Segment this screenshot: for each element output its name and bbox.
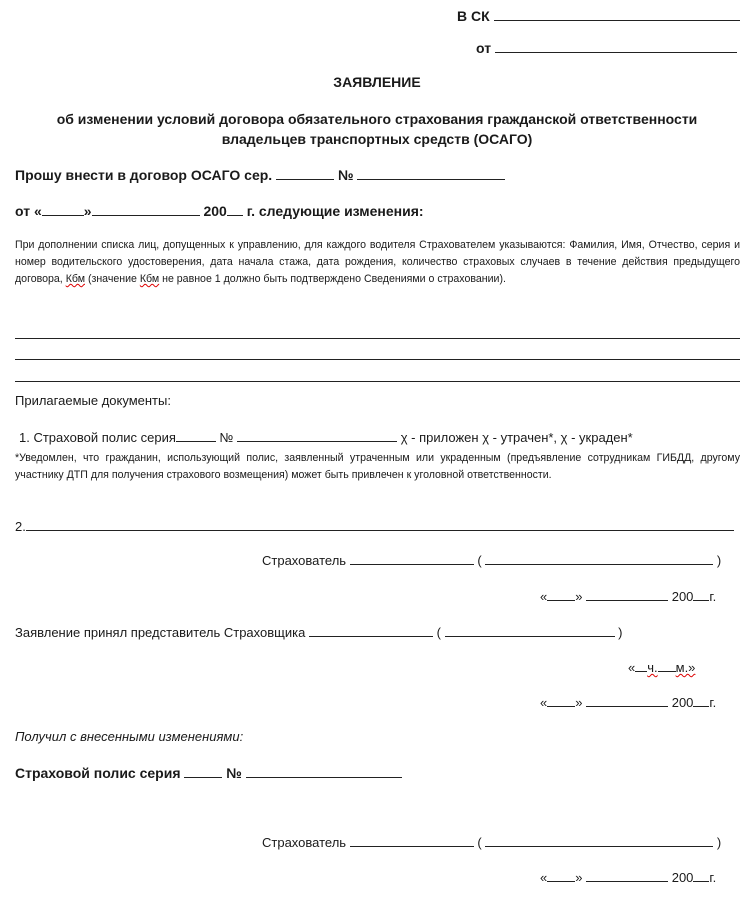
accepted-by-row — [15, 624, 623, 640]
date-open-quote: « — [540, 870, 548, 885]
document-title: ЗАЯВЛЕНИЕ — [333, 74, 421, 90]
final-insured-signature-row — [262, 834, 721, 850]
insured-day-field[interactable] — [547, 588, 575, 601]
year-prefix: 200 — [671, 589, 694, 604]
date-close-quote: » — [575, 589, 583, 604]
liability-footnote: *Уведомлен, что гражданин, использующий полис, заявленный утраченным или украденным (предъявление сотрудникам ГИБДД, другому участнику ДТП для получения страхового возмещения) может быть привлечен к уголовной ответственности. — [15, 452, 740, 481]
time-open-quote: « — [628, 660, 636, 675]
note-part-1: При дополнении списка лиц, допущенных к управлению, для каждого водителя Страхователем указываются: Фамилия, Имя, Отчество, серия и номер водительского удостоверения, дата начала стажа, дата рождения, количество страховых случаев в течение действия предыдущего договора, — [15, 239, 740, 285]
attached-policy-number-field[interactable] — [237, 429, 397, 442]
accepted-time-row — [628, 659, 695, 675]
request-line-2 — [15, 203, 424, 219]
minutes-label: м.» — [675, 660, 696, 675]
contract-day-field[interactable] — [42, 203, 84, 216]
document-subtitle-line2: владельцев транспортных средств (ОСАГО) — [221, 131, 533, 147]
applicant-name-field[interactable] — [495, 40, 737, 53]
to-insurer-label: В СК — [457, 8, 490, 24]
insured-name-field[interactable] — [485, 552, 713, 565]
year-suffix: г. — [709, 695, 717, 710]
kbm-term: Кбм — [139, 273, 160, 285]
number-sign: № — [219, 430, 234, 445]
insured-signature-row — [262, 552, 721, 568]
received-policy-number-field[interactable] — [246, 765, 402, 778]
insurer-name-field[interactable] — [494, 8, 740, 21]
final-insured-name-field[interactable] — [485, 834, 713, 847]
note-part-3: не равное 1 должно быть подтверждено Сведениями о страховании). — [162, 273, 506, 285]
final-month-field[interactable] — [586, 869, 668, 882]
paren-close: ) — [618, 625, 623, 640]
final-date-row — [540, 869, 716, 885]
policy-status-options[interactable]: χ - приложен χ - утрачен*, χ - украден* — [400, 430, 633, 445]
contract-year-field[interactable] — [227, 203, 243, 216]
request-line-1 — [15, 167, 505, 183]
accepted-year-field[interactable] — [693, 694, 709, 707]
paren-close: ) — [716, 835, 722, 850]
insured-month-field[interactable] — [586, 588, 668, 601]
attachments-heading: Прилагаемые документы: — [15, 393, 171, 408]
hours-label: ч. — [647, 660, 658, 675]
received-label: Получил с внесенными изменениями: — [15, 729, 244, 744]
received-policy-series-field[interactable] — [184, 765, 222, 778]
request-prefix: Прошу внести в договор ОСАГО сер. — [15, 167, 273, 183]
insured-date-row — [540, 588, 716, 604]
changes-blank-line-3[interactable] — [15, 381, 740, 382]
accepted-day-field[interactable] — [547, 694, 575, 707]
note-part-2: (значение — [87, 273, 137, 285]
from-row — [476, 40, 737, 56]
to-insurer-row — [457, 8, 740, 24]
number-sign: № — [337, 167, 354, 183]
policy-series-field[interactable] — [276, 167, 334, 180]
document-subtitle-line1: об изменении условий договора обязательного страхования гражданской ответственности — [56, 111, 698, 127]
final-year-field[interactable] — [693, 869, 709, 882]
received-policy-series-label: Страховой полис серия — [15, 765, 181, 781]
paren-close: ) — [716, 553, 722, 568]
date-close-quote: » — [83, 203, 92, 219]
number-sign: № — [226, 765, 242, 781]
attachment-2-field[interactable] — [26, 518, 734, 531]
final-day-field[interactable] — [547, 869, 575, 882]
representative-name-field[interactable] — [445, 624, 615, 637]
year-suffix: г. — [709, 589, 717, 604]
year-prefix: 200 — [671, 870, 694, 885]
date-close-quote: » — [575, 870, 583, 885]
date-close-quote: » — [575, 695, 583, 710]
date-open-quote: « — [540, 695, 548, 710]
accepted-date-row — [540, 694, 716, 710]
changes-blank-line-1[interactable] — [15, 338, 740, 339]
changes-blank-line-2[interactable] — [15, 359, 740, 360]
paren-open: ( — [436, 625, 441, 640]
attachment-2-label: 2. — [15, 519, 26, 534]
date-open-quote: « — [540, 589, 548, 604]
insured-year-field[interactable] — [693, 588, 709, 601]
contract-month-field[interactable] — [92, 203, 200, 216]
accepted-month-field[interactable] — [586, 694, 668, 707]
attachment-item-2 — [15, 518, 734, 534]
insured-label: Страхователь — [262, 553, 347, 568]
from-label: от — [476, 40, 492, 56]
date-open-quote: от « — [15, 203, 42, 219]
received-policy-row — [15, 765, 402, 781]
accepted-by-label: Заявление принял представитель Страховщика — [15, 625, 306, 640]
paren-open: ( — [477, 553, 482, 568]
insured-signature-field[interactable] — [350, 552, 474, 565]
minutes-field[interactable] — [658, 659, 676, 672]
final-insured-signature-field[interactable] — [350, 834, 474, 847]
attached-policy-series-field[interactable] — [176, 429, 216, 442]
attachment-item-1 — [19, 429, 633, 445]
attachment-1-label: 1. Страховой полис серия — [19, 430, 176, 445]
hours-field[interactable] — [635, 659, 647, 672]
driver-info-note — [15, 237, 740, 288]
changes-label: г. следующие изменения: — [246, 203, 424, 219]
kbm-term: Кбм — [65, 273, 85, 285]
insured-label: Страхователь — [262, 835, 347, 850]
paren-open: ( — [477, 835, 482, 850]
representative-signature-field[interactable] — [309, 624, 433, 637]
policy-number-field[interactable] — [357, 167, 505, 180]
year-prefix: 200 — [671, 695, 694, 710]
year-suffix: г. — [709, 870, 717, 885]
year-prefix: 200 — [203, 203, 227, 219]
